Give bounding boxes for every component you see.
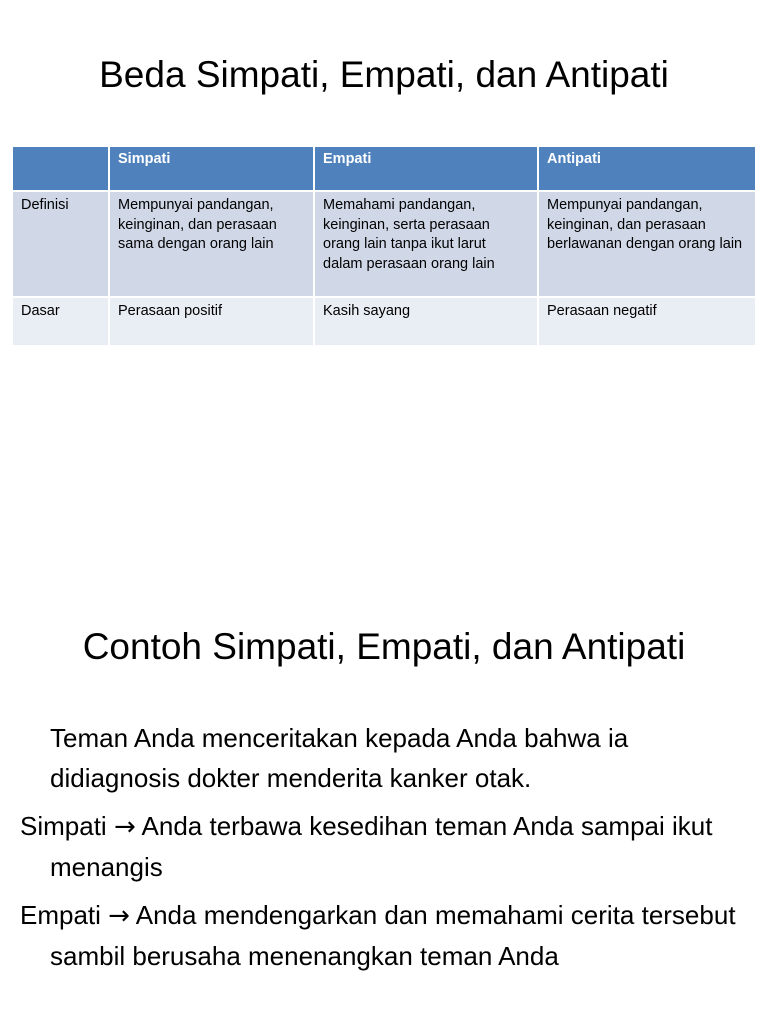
- cell-dasar-empati: Kasih sayang: [314, 297, 538, 345]
- row-label-definisi: Definisi: [13, 191, 109, 297]
- slide1-title: Beda Simpati, Empati, dan Antipati: [99, 54, 669, 95]
- arrow-right-icon: →: [108, 901, 130, 931]
- table-row-dasar: [13, 297, 755, 345]
- table-row-definisi: [13, 191, 755, 297]
- comparison-table: [13, 147, 755, 345]
- example-text: Anda terbawa kesedihan teman Anda sampai ikut menangis: [50, 811, 713, 882]
- table-header-row: [13, 147, 755, 191]
- example-item-simpati: [20, 806, 750, 887]
- cell-definisi-empati: Memahami pandangan, keinginan, serta perasaan orang lain tanpa ikut larut dalam perasaan orang lain: [314, 191, 538, 297]
- example-text: Anda mendengarkan dan memahami cerita tersebut sambil berusaha menenangkan teman Anda: [50, 900, 736, 971]
- row-label-dasar: Dasar: [13, 297, 109, 345]
- cell-dasar-simpati: Perasaan positif: [109, 297, 314, 345]
- header-cell-simpati: Simpati: [109, 147, 314, 191]
- example-term: Empati: [20, 900, 101, 930]
- slide2-body: [20, 718, 750, 984]
- header-cell-empty: [13, 147, 109, 191]
- header-cell-antipati: Antipati: [538, 147, 755, 191]
- intro-paragraph: Teman Anda menceritakan kepada Anda bahwa ia didiagnosis dokter menderita kanker otak.: [50, 723, 629, 793]
- arrow-right-icon: →: [113, 812, 136, 842]
- example-term: Simpati: [20, 811, 107, 841]
- cell-definisi-antipati: Mempunyai pandangan, keinginan, dan perasaan berlawanan dengan orang lain: [538, 191, 755, 297]
- slide2-title: Contoh Simpati, Empati, dan Antipati: [82, 626, 686, 667]
- example-item-empati: [20, 895, 750, 976]
- header-cell-empati: Empati: [314, 147, 538, 191]
- cell-dasar-antipati: Perasaan negatif: [538, 297, 755, 345]
- cell-definisi-simpati: Mempunyai pandangan, keinginan, dan perasaan sama dengan orang lain: [109, 191, 314, 297]
